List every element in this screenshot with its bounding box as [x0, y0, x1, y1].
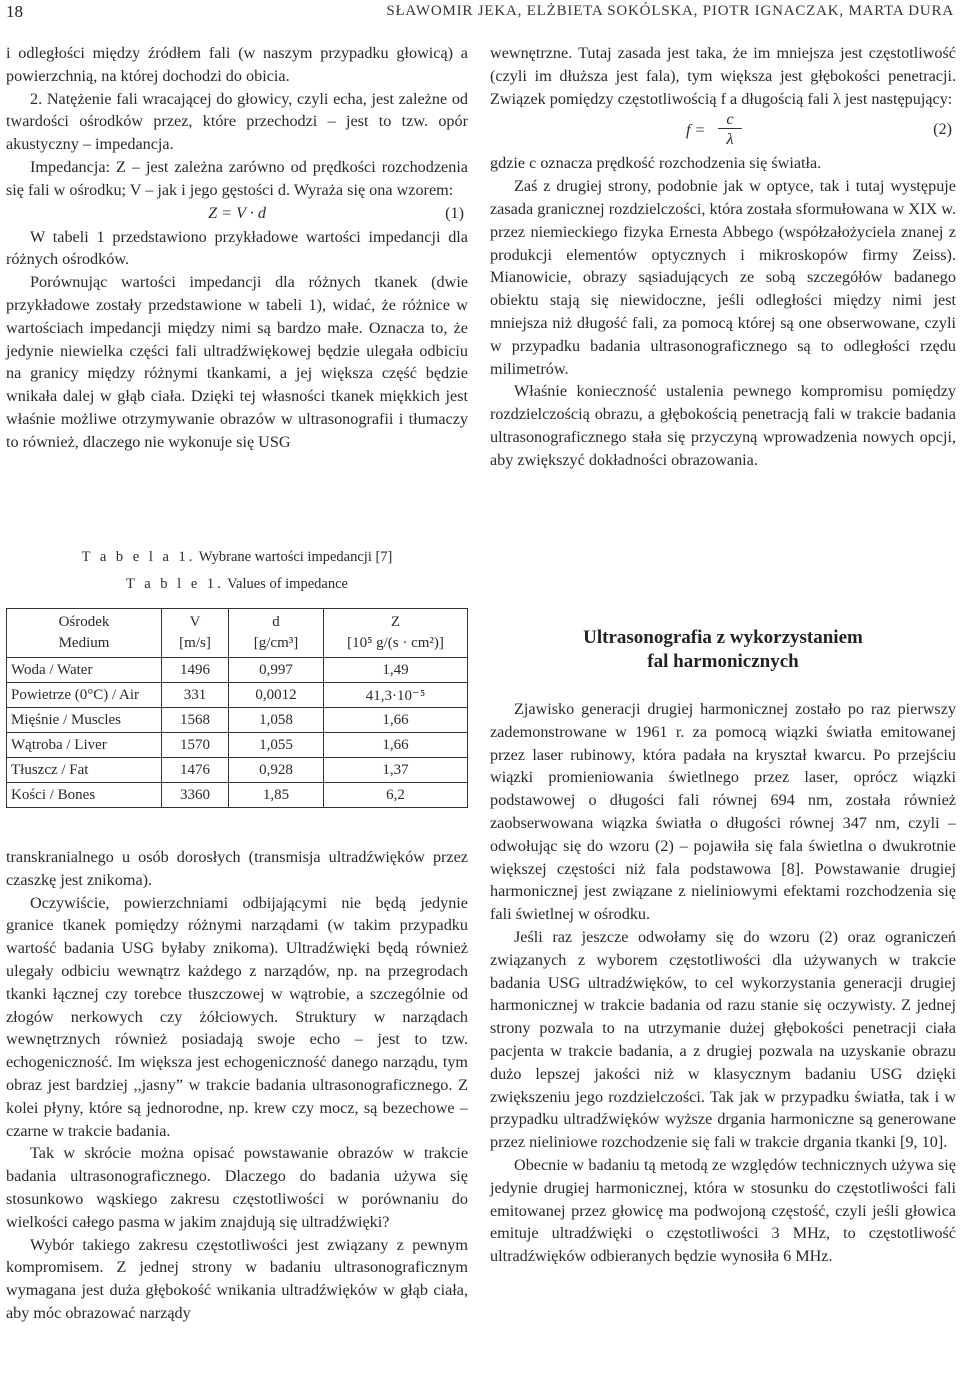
table-cell: 41,3·10⁻⁵ [324, 683, 468, 708]
left-column-bottom [6, 846, 468, 1325]
table-cell: Woda / Water [7, 658, 162, 683]
table-cell: Mięśnie / Muscles [7, 708, 162, 733]
table-cell: Wątroba / Liver [7, 733, 162, 758]
table-caption-en [6, 576, 468, 593]
equation-2 [490, 110, 956, 152]
table-caption-pl [6, 549, 468, 566]
paragraph: transkranialnego u osób dorosłych (transmisja ultradźwięków przez czaszkę jest znikoma). [6, 848, 468, 889]
table-cell: 1476 [162, 758, 229, 783]
table-label-en: T a b l e 1. [126, 576, 224, 592]
table-row [7, 758, 468, 783]
section-heading [490, 626, 956, 674]
table-cell: 1,37 [324, 758, 468, 783]
table-label-pl: T a b e l a 1. [81, 549, 196, 565]
table-cell: 0,0012 [229, 683, 324, 708]
impedance-table [6, 608, 468, 808]
table-cell: 1570 [162, 733, 229, 758]
left-column-top [6, 42, 468, 454]
table-cell: 0,928 [229, 758, 324, 783]
paragraph: Obecnie w badaniu tą metodą ze względów technicznych używa się jedynie drugiej harmonicznej, która w stosunku do częstotliwości fali emitowanej przez głowicę ma podwojoną częstość, czyli jeśli głowica emituje ultradźwięki o częstotliwości 3 MHz, to częstotliwość ultradźwięków odbieranych będzie wynosiła 6 MHz. [490, 1155, 956, 1266]
table-cell: 6,2 [324, 783, 468, 808]
paragraph: Tak w skrócie można opisać powstawanie obrazów w trakcie badania ultrasonograficznego. Dlaczego do badania używa się stosunkowo wąskiego zakresu częstotliwości w porównaniu do wielkości całego pasma w jakim znajdują się ultradźwięki? [6, 1144, 468, 1231]
table-row [7, 683, 468, 708]
table-cell: 3360 [162, 783, 229, 808]
table-header-cell: Z [10⁵ g/(s · cm²)] [324, 609, 468, 658]
table-cell: 1,058 [229, 708, 324, 733]
table-row [7, 783, 468, 808]
table-row [7, 658, 468, 683]
page-number: 18 [6, 2, 23, 21]
equation-2-numerator: c [718, 110, 742, 129]
table-cell: 1496 [162, 658, 229, 683]
paragraph: W tabeli 1 przedstawiono przykładowe wartości impedancji dla różnych ośrodków. [6, 227, 468, 269]
equation-2-lhs: f = [686, 121, 706, 140]
paragraph: gdzie c oznacza prędkość rozchodzenia się światła. [490, 154, 822, 173]
paragraph: Oczywiście, powierzchniami odbijającymi nie będą jedynie granice tkanek pomiędzy różnymi narządami (w takim przypadku wartość badania USG byłaby znikoma). Ultradźwięki będą również ulegały odbiciu wewnątrz każdego z narządów, np. na przegrodach tkanki łącznej czy torebce tłuszczowej w wątrobie, a szczególnie od złogów nerkowych czy żółciowych. Struktury w narządach wewnętrznych również posiadają swoje echo – jest to tzw. echogeniczność. Im większa jest echogeniczność danego narządu, tym obraz jest bardziej ,,jasny” w trakcie badania ultrasonograficznego. Z kolei płyny, które są jednorodne, np. krew czy mocz, są bezechowe – czarne w trakcie badania. [6, 893, 468, 1140]
table-row [7, 708, 468, 733]
table-header-cell: d [g/cm³] [229, 609, 324, 658]
table-header-cell: V [m/s] [162, 609, 229, 658]
table-cell: Powietrze (0°C) / Air [7, 683, 162, 708]
equation-1 [6, 202, 468, 226]
running-head-authors: SŁAWOMIR JEKA, ELŻBIETA SOKÓLSKA, PIOTR IGNACZAK, MARTA DURA [386, 3, 954, 19]
paragraph: Impedancja: Z – jest zależna zarówno od prędkości rozchodzenia się fali w ośrodku; V – jak i jego gęstości d. Wyraża się ona wzorem: [6, 157, 468, 199]
equation-2-denominator: λ [726, 130, 734, 149]
paragraph: Zjawisko generacji drugiej harmonicznej zostało po raz pierwszy zademonstrowane w 1961 r. za pomocą wiązki światła emitowanej przez laser rubinowy, która padała na kryształ kwarcu. Po przejściu wiązki promieniowania świetlnego przez laser, oprócz wiązki podstawowej o długości fali równej 694 nm, została również zaobserwowana wiązka światła o długości równej 347 nm, czyli – odwołując się do wzoru (2) – pojawiła się fala świetlna o dwukrotnie większej częstości niż fala podstawowa [8]. Powstawanie drugiej harmonicznej jest związane z nieliniowymi efektami rozchodzenia się fali świetlnej w ośrodku. [490, 700, 956, 924]
equation-1-number: (1) [445, 203, 464, 222]
equation-2-number: (2) [933, 120, 952, 139]
table-cell: 1,055 [229, 733, 324, 758]
table-cell: 1,66 [324, 733, 468, 758]
right-column-top [490, 42, 956, 472]
table-cell: Tłuszcz / Fat [7, 758, 162, 783]
equation-2-fraction [718, 110, 742, 149]
paragraph: Wybór takiego zakresu częstotliwości jest związany z pewnym kompromisem. Z jednej strony w badaniu ultrasonograficznym wymagana jest duża głębokość wnikania ultradźwięków w głąb ciała, aby móc obrazować narządy [6, 1235, 468, 1322]
table-cell: Kości / Bones [7, 783, 162, 808]
paragraph: 2. Natężenie fali wracającej do głowicy, czyli echa, jest zależne od twardości ośrodków przez, które przechodzi – jest to tzw. opór akustyczny – impedancja. [6, 89, 468, 154]
table-title-en: Values of impedance [227, 576, 348, 592]
table-cell: 1,49 [324, 658, 468, 683]
section-heading-line: Ultrasonografia z wykorzystaniem [583, 627, 863, 648]
table-cell: 1,85 [229, 783, 324, 808]
table-cell: 1,66 [324, 708, 468, 733]
table-cell: 0,997 [229, 658, 324, 683]
paragraph: Jeśli raz jeszcze odwołamy się do wzoru (2) oraz ograniczeń związanych z wyborem częstotliwości dla używanych w trakcie badania USG ultradźwięków, to cel wykorzystania generacji drugiej harmonicznej w trakcie badania od razu stanie się oczywisty. Z jednej strony pozwala to na utrzymanie dużej głębokości penetracji ciała pacjenta w trakcie badania, a z drugiej pozwala na uzyskanie obrazu dużo lepszej jakości niż w klasycznym badaniu USG dzięki zwiększeniu jego rozdzielczości. Tak jak w przypadku światła, tak i w przypadku ultradźwięków wyższe drgania harmoniczne są generowane przez nieliniowe rozchodzenie się fali w trakcie drgania tkanki [9, 10]. [490, 927, 956, 1152]
equation-1-expression: Z = V · d [208, 203, 266, 222]
paragraph: wewnętrzne. Tutaj zasada jest taka, że im mniejsza jest częstotliwość (czyli im dłuższa jest fala), tym większa jest głębokości penetracji. Związek pomiędzy częstotliwością f a długością fali λ jest następujący: [490, 44, 956, 108]
table-cell: 331 [162, 683, 229, 708]
paragraph: i odległości między źródłem fali (w naszym przypadku głowicą) a powierzchnią, na której dochodzi do obicia. [6, 44, 468, 85]
table-row [7, 733, 468, 758]
section-heading-line: fal harmonicznych [647, 651, 799, 672]
table-header-cell: Ośrodek Medium [7, 609, 162, 658]
paragraph: Zaś z drugiej strony, podobnie jak w optyce, tak i tutaj występuje zasada granicznej rozdzielczości, która została sformułowana w XIX w. przez niemieckiego fizyka Ernesta Abbego (współzałożyciela znanej z produkcji elementów optycznych i mikroskopów firmy Zeiss). Mianowicie, obrazy sąsiadujących ze sobą szczegółów badanego obiektu stają się niewidoczne, jeśli odległości między nimi jest mniejsza niż długość fali, za pomocą której są one obserwowane, czyli w przypadku badania ultrasonograficznego są to odległości rzędu milimetrów. [490, 177, 956, 378]
paragraph: Właśnie konieczność ustalenia pewnego kompromisu pomiędzy rozdzielczością obrazu, a głębokością penetracją fali w trakcie badania ultrasonograficznego stała się przyczyną wprowadzenia nowych opcji, aby zwiększyć dokładności obrazowania. [490, 382, 956, 469]
paragraph: Porównując wartości impedancji dla różnych tkanek (dwie przykładowe zostały przedstawione w tabeli 1), widać, że różnice w wartościach impedancji między nimi są bardzo małe. Oznacza to, że jedynie niewielka części fali ultradźwiękowej będzie ulegała odbiciu na granicy między różnymi tkankami, a jej większa część będzie wnikała dalej w głąb ciała. Dzięki tej własności tkanek miękkich jest właśnie możliwe otrzymywanie obrazów w ultrasonografii i tłumaczy to również, dlaczego nie wykonuje się USG [6, 273, 468, 451]
table-title-pl: Wybrane wartości impedancji [7] [198, 549, 393, 565]
right-column-bottom [490, 698, 956, 1268]
table-cell: 1568 [162, 708, 229, 733]
running-header [0, 0, 960, 26]
table-header-row [7, 609, 468, 658]
